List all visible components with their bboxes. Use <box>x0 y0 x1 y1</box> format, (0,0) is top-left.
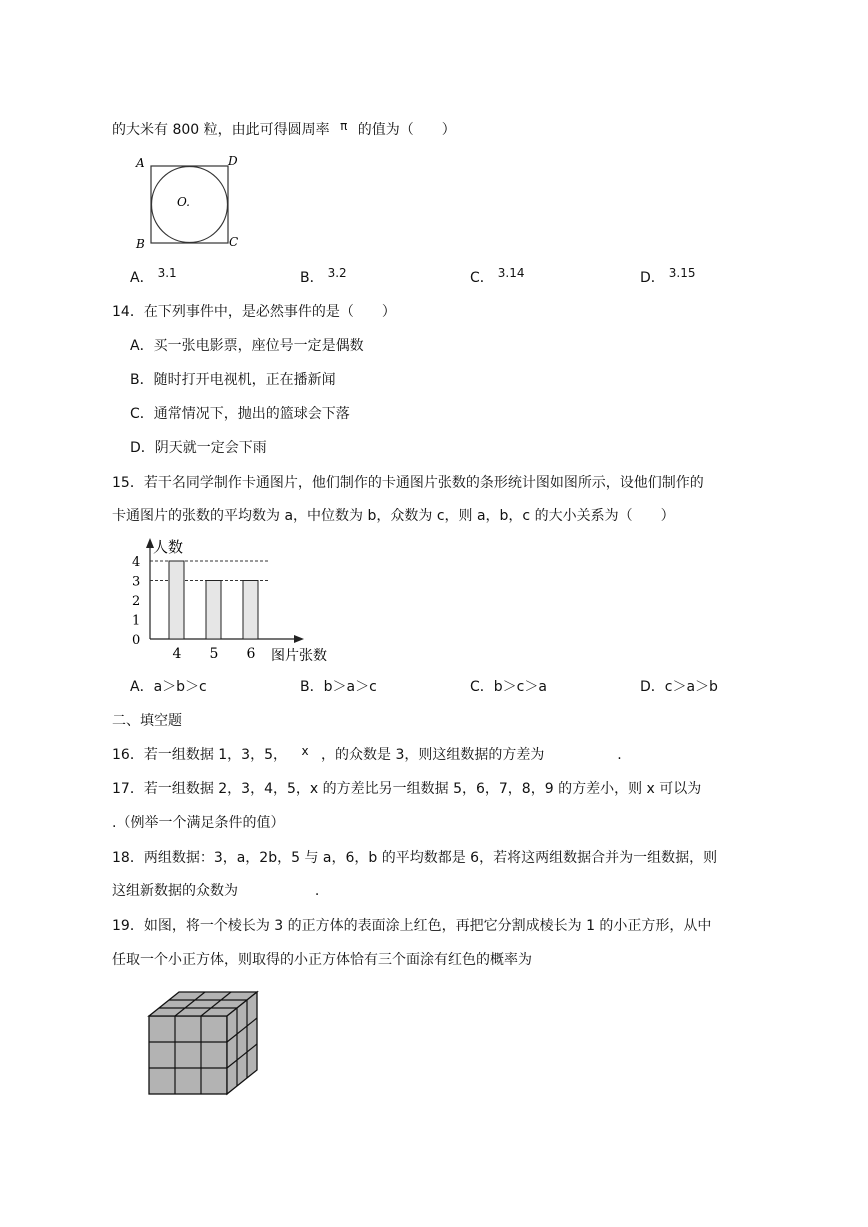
q15-stem-line2: 卡通图片的张数的平均数为 a，中位数为 b，众数为 c，则 a，b，c 的大小关系为（ ） <box>112 508 675 524</box>
q16 <box>112 745 622 765</box>
label-o: O. <box>177 195 190 209</box>
x-tick-label: 5 <box>209 646 219 662</box>
bar-6 <box>243 581 258 640</box>
q13-option-a[interactable]: A． 3.1 <box>130 266 177 286</box>
cube-front-face <box>149 1016 227 1094</box>
q18-line2-wrap <box>112 881 319 901</box>
q19-line1: 19．如图，将一个棱长为 3 的正方体的表面涂上红色，再把它分割成棱长为 1 的小正方形，从中 <box>112 918 712 934</box>
q14-option-c[interactable]: C．通常情况下，抛出的篮球会下落 <box>130 406 350 422</box>
y-tick-label: 3 <box>132 574 141 590</box>
q13-option-c[interactable]: C． 3.14 <box>470 266 525 286</box>
bar-4 <box>169 561 184 639</box>
q17-line2: .（例举一个满足条件的值） <box>112 815 285 831</box>
bar-chart <box>124 536 344 666</box>
q13-option-d[interactable]: D． 3.15 <box>640 266 696 286</box>
q13-option-b[interactable]: B． 3.2 <box>300 266 347 286</box>
cube-figure <box>140 988 280 1098</box>
square-circle-figure <box>130 152 245 252</box>
label-c: C <box>229 235 239 249</box>
q13-stem-part1: 的大米有 800 粒，由此可得圆周率 <box>112 122 330 138</box>
y-tick-label: 1 <box>132 613 141 629</box>
q15-option-a[interactable]: A．a＞b＞c <box>130 679 207 695</box>
q14-option-a[interactable]: A．买一张电影票，座位号一定是偶数 <box>130 338 364 354</box>
x-axis-arrow <box>294 635 304 643</box>
q15-option-c[interactable]: C．b＞c＞a <box>470 679 547 695</box>
variable-x: x <box>301 744 309 758</box>
section-title: 二、填空题 <box>112 713 182 729</box>
q17-line1: 17．若一组数据 2，3，4，5，x 的方差比另一组数据 5，6，7，8，9 的方差小，则 x 可以为 <box>112 781 702 797</box>
y-axis-label: 人数 <box>153 538 184 556</box>
q15-option-b[interactable]: B．b＞a＞c <box>300 679 377 695</box>
x-axis-label: 图片张数 <box>271 648 327 664</box>
label-d: D <box>228 154 238 168</box>
pi-symbol: π <box>340 119 348 133</box>
q15-stem-line1: 15．若干名同学制作卡通图片，他们制作的卡通图片张数的条形统计图如图所示，设他们制作的 <box>112 475 704 491</box>
bar-5 <box>206 581 221 640</box>
x-tick-label: 6 <box>246 646 256 662</box>
q16-part2: ，的众数是 3，则这组数据的方差为 <box>321 747 545 763</box>
x-tick-label: 4 <box>172 646 182 662</box>
q18-line1: 18．两组数据：3，a，2b，5 与 a，6，b 的平均数都是 6，若将这两组数据合并为一组数据，则 <box>112 850 718 866</box>
y-tick-label: 0 <box>132 633 141 648</box>
q19-line2: 任取一个小正方体，则取得的小正方体恰有三个面涂有红色的概率为 <box>112 952 532 968</box>
q16-end: . <box>617 747 622 763</box>
q16-part1: 16．若一组数据 1，3，5， <box>112 747 287 763</box>
q18-end: . <box>314 883 320 899</box>
label-b: B <box>136 237 145 251</box>
q13-stem <box>112 120 456 140</box>
q14-stem: 14．在下列事件中，是必然事件的是（ ） <box>112 304 396 320</box>
q14-option-d[interactable]: D．阴天就一定会下雨 <box>130 440 267 456</box>
y-tick-label: 2 <box>132 594 141 609</box>
q14-option-b[interactable]: B．随时打开电视机，正在播新闻 <box>130 372 336 388</box>
q18-line2: 这组新数据的众数为 <box>112 883 238 899</box>
y-tick-label: 4 <box>132 555 141 570</box>
q13-stem-part2: 的值为（ ） <box>357 122 456 138</box>
label-a: A <box>136 156 145 170</box>
q15-option-d[interactable]: D．c＞a＞b <box>640 679 718 695</box>
